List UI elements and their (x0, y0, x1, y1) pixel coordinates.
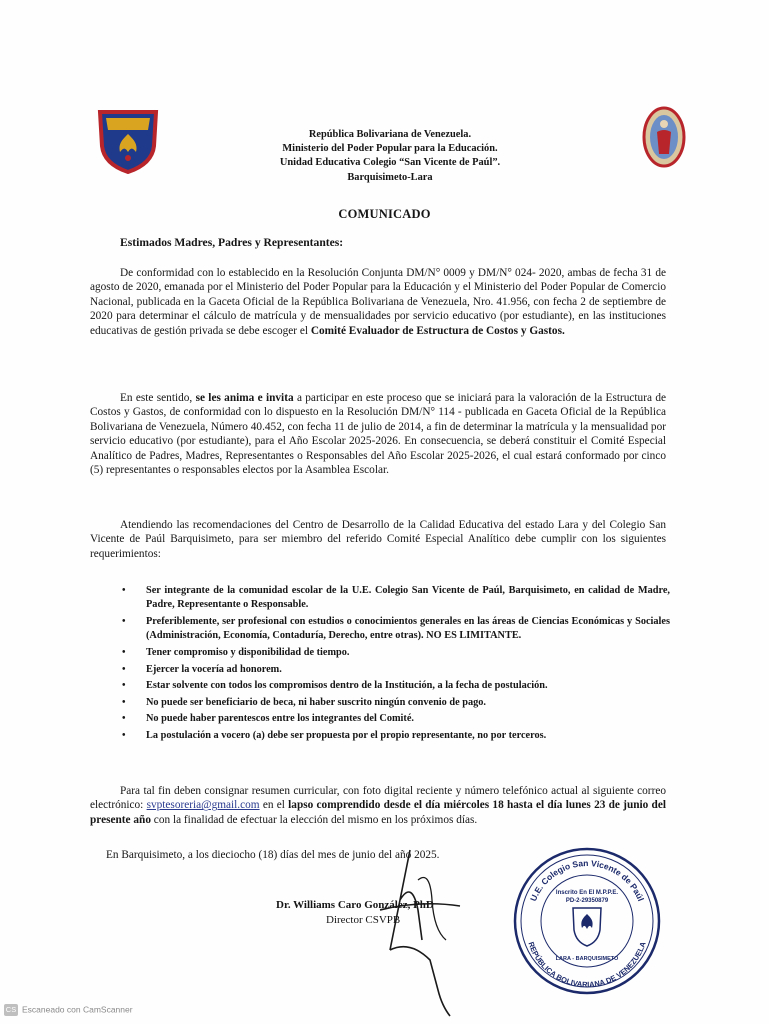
paragraph-text: en el (259, 799, 289, 812)
header-country: República Bolivariana de Venezuela. (308, 129, 472, 140)
requirement-text: Estar solvente con todos los compromisos dentro de la Institución, a la fecha de postulación. (146, 680, 548, 692)
invitation-emphasis: se les anima e invita (195, 392, 294, 404)
list-item (122, 615, 670, 644)
bullet-icon: • (122, 729, 126, 741)
paragraph-text: De conformidad con lo establecido en la Resolución Conjunta DM/N° 0009 y DM/N° 024- 2020, ambas de fecha 31 de agosto de 2020, emanada por el Ministerio del Poder Popular para la Educación y el Ministerio del Poder Popular de Comercio Nacional, publicada en la Gaceta Oficial de la República Bolivariana de Venezuela, Nro. 41.956, con fecha 2 de septiembre de 2020 para determinar el cálculo de matrícula y de mensualidades por servicio educativo (por estudiante), en las instituciones educativas de gestión privada se debe escoger el (90, 267, 666, 337)
paragraph-text: Para tal fin deben consignar resumen curricular, con foto digital reciente y número telefónico actual al siguiente correo electrónico: (90, 785, 666, 812)
list-item (122, 712, 670, 726)
requirement-text: No puede haber parentescos entre los integrantes del Comité. (146, 713, 414, 725)
bullet-icon: • (122, 616, 126, 627)
scanner-footer-text: Escaneado con CamScanner (22, 1004, 133, 1015)
bullet-icon: • (122, 713, 126, 725)
closing-date-line: En Barquisimeto, a los dieciocho (18) días del mes de junio del año 2025. (106, 849, 440, 861)
email-link[interactable]: svptesoreria@gmail.com (146, 799, 260, 812)
header-ministry: Ministerio del Poder Popular para la Educación. (282, 143, 498, 155)
requirement-text: No puede ser beneficiario de beca, ni haber suscrito ningún convenio de pago. (146, 696, 487, 708)
stamp-top-text: U.E. Colegio San Vicente de Paúl (528, 857, 646, 903)
bullet-icon: • (122, 680, 126, 692)
committee-name: Comité Evaluador de Estructura de Costos y Gastos. (310, 324, 565, 337)
requirement-text: Preferiblemente, ser profesional con estudios o conocimientos generales en las áreas de Ciencias Económicas y Sociales (Administración, Economía, Contaduría, Derecho, entre otras). NO ES LIMITANTE. (146, 616, 670, 642)
stamp-inner-line2: PD-2-29350879 (565, 898, 609, 904)
camscanner-icon: CS (5, 1005, 17, 1014)
paragraph-submission (90, 784, 666, 827)
paragraph-text: En este sentido, (120, 392, 196, 404)
stamp-bottom-text: REPÚBLICA BOLIVARIANA DE VENEZUELA (526, 940, 648, 990)
stamp-city-text: LARA - BARQUISIMETO (555, 956, 619, 962)
list-item (122, 696, 670, 710)
signer-name: Dr. Williams Caro González, PhD (276, 899, 434, 911)
saint-emblem-logo (642, 106, 686, 168)
document-title: COMUNICADO (338, 207, 431, 221)
deadline-emphasis: lapso comprendido desde el día miércoles 18 hasta el día lunes 23 de junio del presente año (90, 799, 666, 826)
list-item (122, 729, 670, 743)
school-crest-logo (96, 106, 160, 174)
requirement-text: Ejercer la vocería ad honorem. (146, 663, 282, 675)
bullet-icon: • (122, 585, 126, 596)
official-stamp (512, 846, 662, 996)
list-item (122, 646, 670, 660)
requirement-text: Tener compromiso y disponibilidad de tiempo. (146, 647, 350, 658)
paragraph-resolution (90, 266, 666, 338)
list-item (122, 584, 670, 613)
header-city: Barquisimeto-Lara (347, 171, 433, 183)
requirement-text: La postulación a vocero (a) debe ser propuesta por el propio representante, no por terceros. (146, 729, 547, 741)
paragraph-text: con la finalidad de efectuar la elección del mismo en los próximos días. (150, 813, 478, 826)
paragraph-invitation (90, 391, 666, 477)
list-item (122, 663, 670, 677)
bullet-icon: • (122, 696, 126, 708)
scanner-footer (4, 1004, 133, 1016)
requirements-list (122, 584, 670, 746)
stamp-inner-line1: Inscrito En El M.P.P.E. (555, 890, 619, 896)
greeting: Estimados Madres, Padres y Representantes: (120, 236, 344, 249)
header-school: Unidad Educativa Colegio “San Vicente de Paúl”. (279, 157, 501, 169)
list-item (122, 679, 670, 693)
handwritten-signature (360, 840, 480, 1020)
paragraph-recommendations: Atendiendo las recomendaciones del Centro de Desarrollo de la Calidad Educativa del estado Lara y del Colegio San Vicente de Paúl Barquisimeto, para ser miembro del referido Comité Especial Analítico debe cumplir con los siguientes requerimientos: (90, 519, 666, 560)
bullet-icon: • (122, 663, 126, 675)
signer-role: Director CSVPB (326, 914, 401, 926)
letterhead (180, 128, 600, 185)
requirement-text: Ser integrante de la comunidad escolar de la U.E. Colegio San Vicente de Paúl, Barquisimeto, en calidad de Madre, Padre, Representante o Responsable. (146, 585, 670, 611)
svg-text:REPÚBLICA BOLIVARIANA DE VENEZ (526, 940, 647, 989)
bullet-icon: • (122, 647, 126, 658)
paragraph-text: a participar en este proceso que se iniciará para la valoración de la Estructura de Costos y Gastos, de conformidad con lo dispuesto en la Resolución DM/N° 114 - publicada en Gaceta Oficial de la República Bolivariana de Venezuela, Número 40.452, con fecha 11 de julio de 2014, a fin de determinar la matrícula y la mensualidad por servicio educativo (por estudiante), para el Año Escolar 2025-2026. En consecuencia, se deberá constituir el Comité Especial Analítico de Padres, Madres, Representantes o Responsables del Año Escolar 2025-2026, el cual estará conformado por cinco (5) representantes o responsables electos por la Asamblea Escolar. (90, 392, 666, 477)
